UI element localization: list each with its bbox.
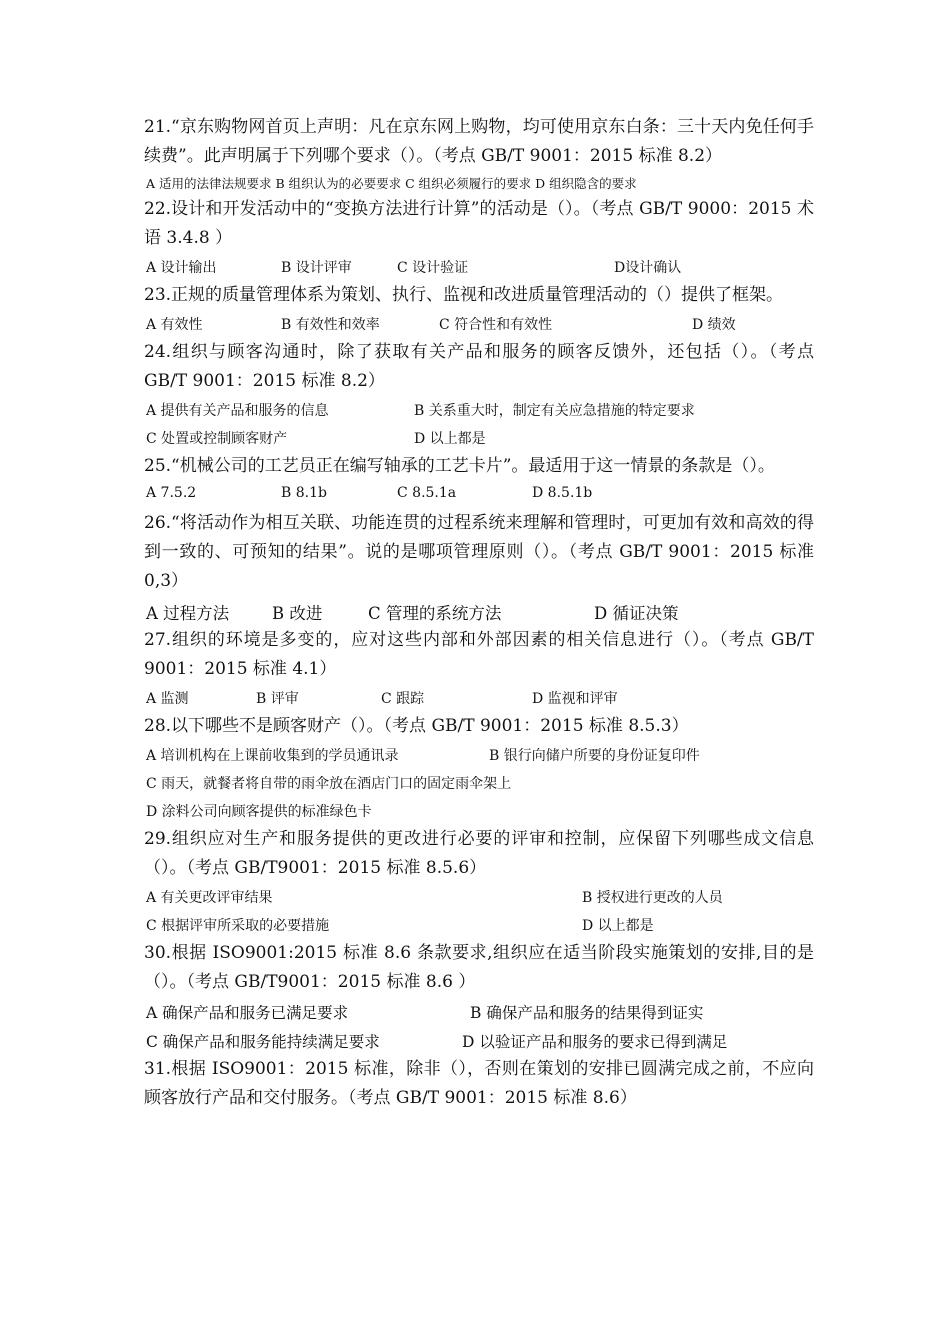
options-24-row2 <box>144 424 814 452</box>
option-c: C 设计验证 <box>397 260 469 276</box>
options-27 <box>144 684 814 712</box>
option-a: A 监测 <box>146 691 189 707</box>
option-b: B 设计评审 <box>281 260 352 276</box>
option-a: A 有关更改评审结果 <box>146 890 273 906</box>
options-28-row3 <box>144 797 814 825</box>
options-22 <box>144 253 814 281</box>
option-d: D 循证决策 <box>594 604 679 623</box>
options-26 <box>144 596 814 626</box>
option-d: D设计确认 <box>614 260 682 276</box>
options-21 <box>144 171 814 195</box>
options-28-row1 <box>144 741 814 769</box>
option-c: C 8.5.1a <box>397 485 457 501</box>
question-23: 23.正规的质量管理体系为策划、执行、监视和改进质量管理活动的（）提供了框架。 <box>144 285 784 305</box>
option-c: C 符合性和有效性 <box>439 317 553 333</box>
option-a: A 有效性 <box>146 317 203 333</box>
options-23 <box>144 310 814 338</box>
options-28-row2 <box>144 769 814 797</box>
question-31: 31.根据 ISO9001：2015 标准，除非（），否则在策划的安排已圆满完成之前，不应向顾客放行产品和交付服务。（考点 GB/T 9001：2015 标准 8.6） <box>144 1059 814 1108</box>
option-d: D 以上都是 <box>414 431 486 447</box>
option-a: A 培训机构在上课前收集到的学员通讯录 <box>146 748 399 764</box>
question-30: 30.根据 ISO9001:2015 标准 8.6 条款要求,组织应在适当阶段实施策划的安排,目的是（）。（考点 GB/T9001：2015 标准 8.6 ） <box>144 943 814 992</box>
option-b: B 银行向储户所要的身份证复印件 <box>489 748 700 764</box>
question-29: 29.组织应对生产和服务提供的更改进行必要的评审和控制，应保留下列哪些成文信息（）。（考点 GB/T9001：2015 标准 8.5.6） <box>144 829 814 878</box>
question-21: 21.“京东购物网首页上声明：凡在京东网上购物，均可使用京东白条：三十天内免任何手续费”。此声明属于下列哪个要求（）。（考点 GB/T 9001：2015 标准 8.2） <box>144 117 814 166</box>
option-a: A 7.5.2 <box>146 485 197 501</box>
option-b: B 8.1b <box>281 485 327 501</box>
options-30-row1 <box>144 997 814 1026</box>
question-24: 24.组织与顾客沟通时，除了获取有关产品和服务的顾客反馈外，还包括（）。（考点 GB/T 9001：2015 标准 8.2） <box>144 342 814 391</box>
option-line: A 适用的法律法规要求 B 组织认为的必要要求 C 组织必须履行的要求 D 组织隐含的要求 <box>146 176 637 191</box>
option-d: D 监视和评审 <box>532 691 618 707</box>
option-c: C 确保产品和服务能持续满足要求 <box>146 1033 380 1051</box>
options-29-row2 <box>144 911 814 939</box>
options-24-row1 <box>144 396 814 424</box>
option-c: C 处置或控制顾客财产 <box>146 431 288 447</box>
option-a: A 设计输出 <box>146 260 217 276</box>
document-page <box>144 113 814 1113</box>
question-25: 25.“机械公司的工艺员正在编写轴承的工艺卡片”。最适用于这一情景的条款是（）。 <box>144 456 775 476</box>
option-c: C 根据评审所采取的必要措施 <box>146 918 330 934</box>
question-22: 22.设计和开发活动中的“变换方法进行计算”的活动是（）。（考点 GB/T 9000：2015 术语 3.4.8 ） <box>144 199 814 248</box>
option-b: B 确保产品和服务的结果得到证实 <box>470 1004 704 1022</box>
option-b: B 授权进行更改的人员 <box>582 890 723 906</box>
option-d: D 以验证产品和服务的要求已得到满足 <box>462 1033 728 1051</box>
option-c: C 跟踪 <box>381 691 425 707</box>
option-c: C 雨天，就餐者将自带的雨伞放在酒店门口的固定雨伞架上 <box>146 776 512 792</box>
option-a: A 确保产品和服务已满足要求 <box>146 1004 349 1022</box>
option-b: B 评审 <box>256 691 299 707</box>
options-30-row2 <box>144 1026 814 1055</box>
option-d: D 8.5.1b <box>532 485 593 501</box>
question-28: 28.以下哪些不是顾客财产（）。（考点 GB/T 9001：2015 标准 8.5.3） <box>144 716 689 736</box>
question-27: 27.组织的环境是多变的，应对这些内部和外部因素的相关信息进行（）。（考点 GB/T 9001：2015 标准 4.1） <box>144 630 814 679</box>
option-c: C 管理的系统方法 <box>368 604 502 623</box>
question-26: 26.“将活动作为相互关联、功能连贯的过程系统来理解和管理时，可更加有效和高效的得到一致的、可预知的结果”。说的是哪项管理原则（）。（考点 GB/T 9001：2015 标准 0,3） <box>144 513 814 591</box>
option-b: B 关系重大时，制定有关应急措施的特定要求 <box>414 403 695 419</box>
options-25 <box>144 481 814 509</box>
option-b: B 改进 <box>272 604 323 623</box>
option-d: D 以上都是 <box>582 918 654 934</box>
option-a: A 过程方法 <box>146 604 230 623</box>
option-d: D 绩效 <box>692 317 736 333</box>
option-a: A 提供有关产品和服务的信息 <box>146 403 329 419</box>
option-d: D 涂料公司向顾客提供的标准绿色卡 <box>146 804 372 820</box>
options-29-row1 <box>144 883 814 911</box>
option-b: B 有效性和效率 <box>281 317 380 333</box>
